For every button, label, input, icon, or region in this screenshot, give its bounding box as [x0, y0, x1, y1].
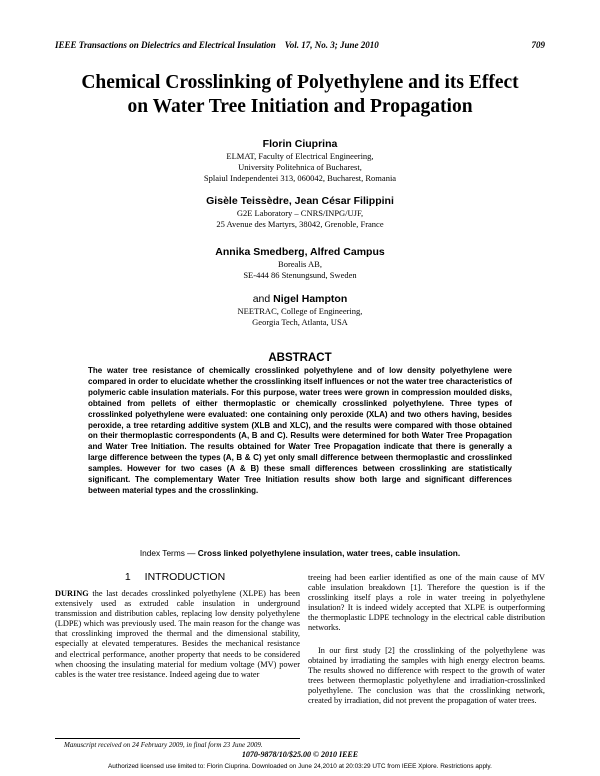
- copyright-line: 1070-9878/10/$25.00 © 2010 IEEE: [241, 750, 359, 759]
- paper-title: [40, 71, 560, 119]
- section-number: 1: [124, 571, 131, 583]
- manuscript-footnote: Manuscript received on 24 February 2009, in final form 23 June 2009.: [64, 741, 263, 749]
- license-notice: Authorized licensed use limited to: Florin Ciuprina. Downloaded on June 24,2010 at 20:03:29 UTC from IEEE Xplore. Restrictions apply.: [108, 763, 492, 770]
- body-right-paragraph-1: treeing had been earlier identified as one of the main cause of MV cable insulation breakdown [1]. Therefore the question is if the crosslinking itself plays a role in water treeing in polyethylene insulation? It is indeed widely accepted that XLPE is outperforming the thermoplastic LDPE technology in the electrical cable distribution networks.: [308, 573, 545, 633]
- affiliation-line: Georgia Tech, Atlanta, USA: [252, 317, 348, 327]
- title-line-2: on Water Tree Initiation and Propagation: [127, 96, 473, 117]
- author-name: Nigel Hampton: [273, 293, 348, 305]
- index-terms: [0, 548, 600, 558]
- affiliation-line: NEETRAC, College of Engineering,: [237, 306, 363, 316]
- author-name: Florin Ciuprina: [262, 138, 338, 150]
- index-terms-list: Cross linked polyethylene insulation, water trees, cable insulation.: [197, 548, 461, 558]
- author-block: [60, 195, 540, 230]
- author-name-line: [60, 293, 540, 306]
- author-block: [60, 138, 540, 184]
- affiliation-line: G2E Laboratory – CNRS/INPG/UJF,: [236, 208, 364, 218]
- drop-word: DURING: [55, 589, 89, 598]
- running-header: [55, 40, 545, 52]
- author-block: [60, 293, 540, 328]
- section-title: INTRODUCTION: [144, 571, 226, 583]
- abstract-text: The water tree resistance of chemically crosslinked polyethylene and of low density polyethylene were compared in order to elucidate whether the crosslinking itself influences or not the water tree characteristics of polymeric cable insulation materials. For this purpose, water trees were grown in compression moulded disks, obtained from pellets of either thermoplastic or chemically crosslinked polyethylene. Three types of crosslinked polyethylene were evaluated: one containing only peroxide (XLA) and two others having, besides peroxide, a tree retarding additive system (XLB and XLC), and the results were compared with those obtained on their thermoplastic correspondents (A, B and C). Results were determined for both Water Tree Propagation and Water Tree Initiation. The results obtained for Water Tree Propagation indicate that there is generally a large difference between the types (A, B & C) yet only small difference between thermoplastic and crosslinked samples. However for two cases (A & B) these small differences between crosslinking are statistically significant. The complementary Water Tree Initiation results show both large and significant differences between material types and the crosslinking.: [88, 366, 512, 495]
- affiliation-line: Splaiul Independentei 313, 060042, Bucharest, Romania: [203, 173, 397, 183]
- affiliation-line: ELMAT, Faculty of Electrical Engineering,: [226, 151, 374, 161]
- affiliation-line: University Politehnica of Bucharest,: [238, 162, 362, 172]
- affiliation-line: 25 Avenue des Martyrs, 38042, Grenoble, France: [216, 219, 384, 229]
- author-name: Gisèle Teissèdre, Jean César Filippini: [206, 195, 394, 207]
- body-left-column: [55, 589, 300, 680]
- affiliation-line: SE-444 86 Stenungsund, Sweden: [243, 270, 357, 280]
- page-number: 709: [531, 40, 545, 50]
- author-name: Annika Smedberg, Alfred Campus: [215, 246, 385, 258]
- abstract-heading: ABSTRACT: [268, 352, 332, 364]
- and-prefix: and: [252, 293, 271, 305]
- journal-name: IEEE Transactions on Dielectrics and Electrical Insulation Vol. 17, No. 3; June 2010: [55, 40, 379, 50]
- left-column-text: the last decades crosslinked polyethylene (XLPE) has been extensively used as extruded cable insulation in underground transmission and distribution cables, replacing low density polyethylene (LDPE) which was previously used. The main reason for the change was that crosslinking improved the thermal and the dimensional stability, especially at elevated temperatures. Besides the mechanical resistance and electrical performance, another property that needs to be considered when choosing the insulating material for medium voltage (MV) power cables is the water tree resistance. Indeed ageing due to water: [55, 589, 300, 679]
- author-block: [60, 246, 540, 281]
- index-terms-label: Index Terms —: [139, 548, 196, 558]
- affiliation-line: Borealis AB,: [278, 259, 322, 269]
- footnote-rule: [55, 738, 300, 739]
- section-heading: [55, 571, 295, 583]
- title-line-1: Chemical Crosslinking of Polyethylene and its Effect: [81, 72, 519, 93]
- body-right-paragraph-2: In our first study [2] the crosslinking of the polyethylene was obtained by irradiating the samples with high energy electron beams. The results showed no difference with respect to the growth of water trees between thermoplastic polyethylene and irradiation-crosslinked polyethylene. The conclusion was that the crosslinking network, created by irradiation, did not prevent the propagation of water trees.: [308, 646, 545, 706]
